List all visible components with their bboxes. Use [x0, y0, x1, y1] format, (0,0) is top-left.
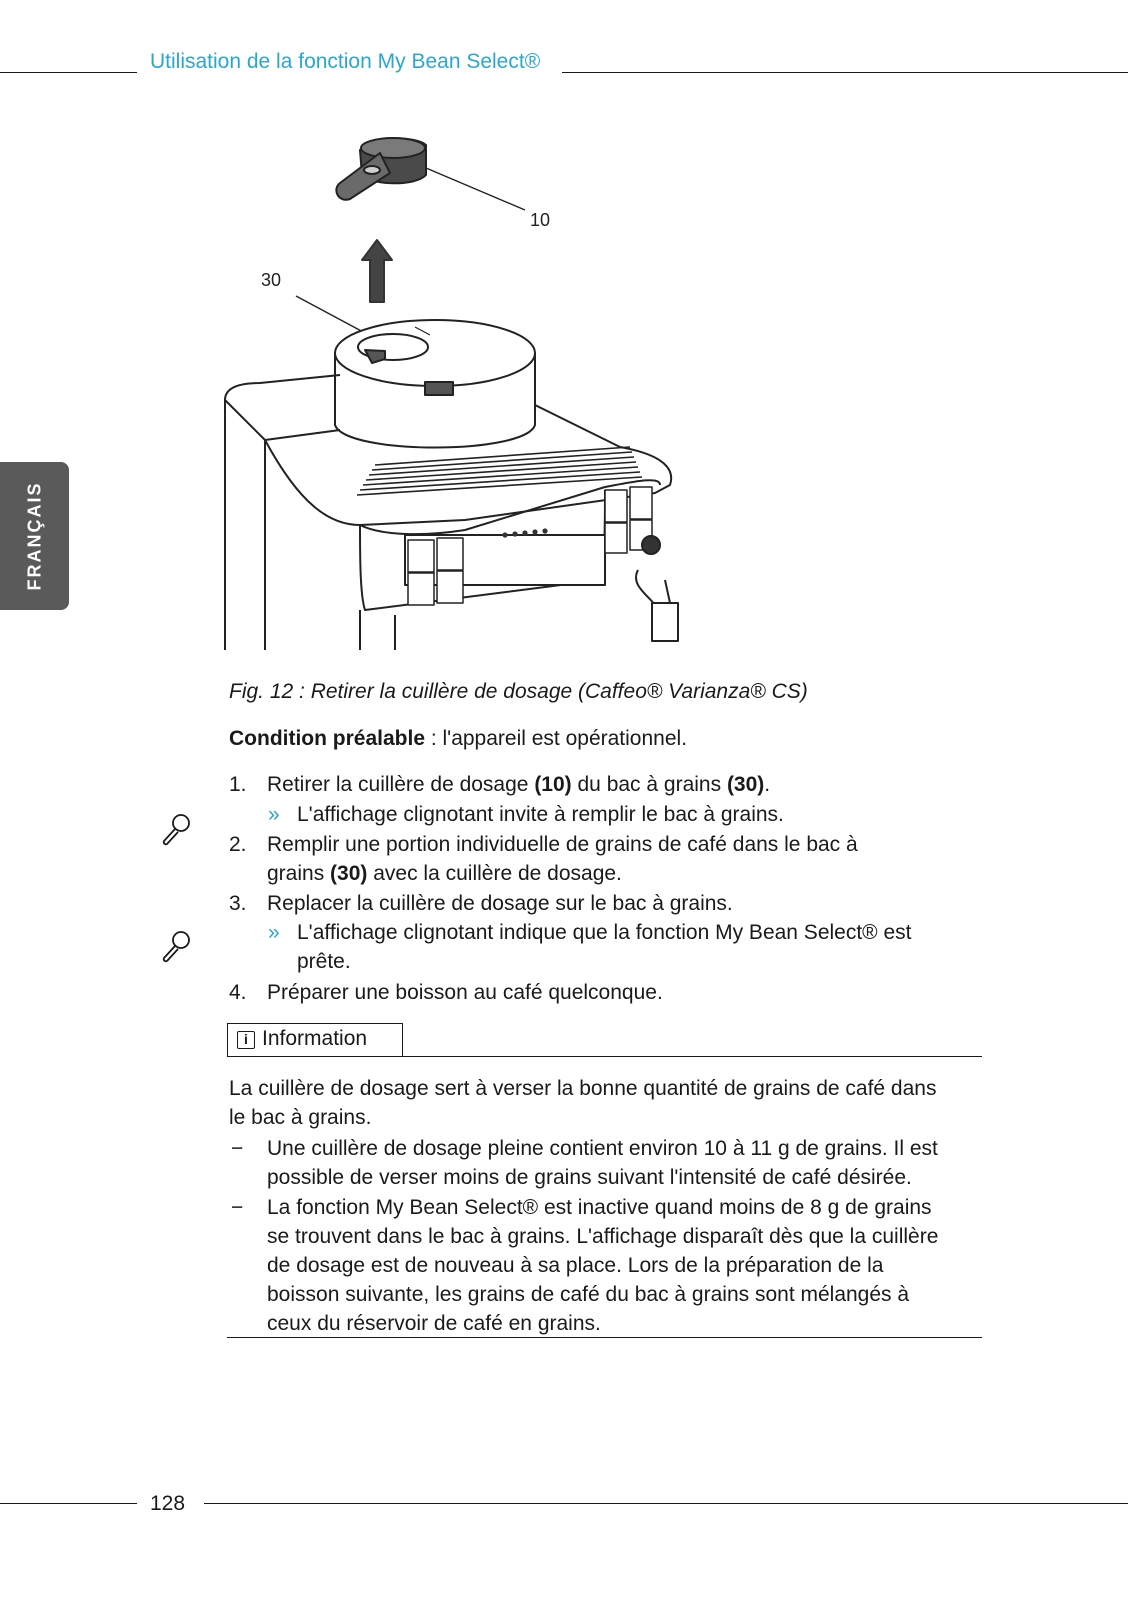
language-tab-label: FRANÇAIS — [24, 481, 44, 591]
info-bullet — [267, 1134, 938, 1192]
result-text — [297, 918, 912, 976]
step-text-part: grains — [267, 862, 331, 885]
info-box-header — [227, 1023, 403, 1057]
info-dash: − — [231, 1196, 244, 1219]
info-bullet-line: ceux du réservoir de café en grains. — [267, 1312, 601, 1335]
wrench-icon — [160, 929, 192, 963]
step-text-part: avec la cuillère de dosage. — [367, 862, 622, 885]
info-icon: i — [237, 1031, 255, 1049]
info-rule-bottom — [227, 1337, 982, 1338]
info-bullet-line: boisson suivante, les grains de café du bac à grains sont mélangés à — [267, 1283, 910, 1306]
result-mark: » — [268, 921, 280, 944]
header-rule-right — [562, 72, 1128, 73]
info-intro-line: La cuillère de dosage sert à verser la bonne quantité de grains de café dans — [229, 1077, 937, 1100]
step-text-line — [267, 859, 858, 888]
coffee-machine-illustration — [200, 125, 720, 665]
precondition-text: : l'appareil est opérationnel. — [425, 727, 688, 750]
info-bullet-line: Une cuillère de dosage pleine contient environ 10 à 11 g de grains. Il est — [267, 1137, 938, 1160]
info-intro — [229, 1074, 936, 1132]
header-rule-left — [0, 72, 137, 73]
page-number: 128 — [150, 1492, 186, 1515]
step-text-part: Retirer la cuillère de dosage — [267, 773, 535, 796]
step-text — [267, 830, 858, 888]
wrench-icon — [160, 812, 192, 846]
footer-rule-left — [0, 1503, 137, 1504]
info-bullet-line: de dosage est de nouveau à sa place. Lors de la préparation de la — [267, 1254, 884, 1277]
footer-rule-right — [204, 1503, 1128, 1504]
step-text — [267, 770, 770, 799]
precondition — [229, 724, 687, 753]
result-text-line: prête. — [297, 950, 351, 973]
language-tab — [0, 462, 69, 610]
step-number: 3. — [229, 892, 247, 915]
step-text-line: Remplir une portion individuelle de grains de café dans le bac à — [267, 833, 858, 856]
step-number: 1. — [229, 773, 247, 796]
step-ref-bold: (30) — [330, 862, 368, 885]
result-text-line: L'affichage clignotant indique que la fonction My Bean Select® est — [297, 921, 912, 944]
step-ref-bold: (10) — [534, 773, 572, 796]
figure-label-container: 30 — [261, 270, 282, 290]
dosing-scoop — [336, 138, 426, 200]
figure-caption: Fig. 12 : Retirer la cuillère de dosage (Caffeo® Varianza® CS) — [229, 680, 808, 703]
step-ref-bold: (30) — [726, 773, 765, 796]
info-bullet-line: possible de verser moins de grains suivant l'intensité de café désirée. — [267, 1166, 912, 1189]
page-header-title: Utilisation de la fonction My Bean Select® — [150, 50, 541, 73]
step-text: Préparer une boisson au café quelconque. — [267, 981, 663, 1004]
step-number: 4. — [229, 981, 247, 1004]
info-intro-line: le bac à grains. — [229, 1106, 372, 1129]
step-text: Replacer la cuillère de dosage sur le bac à grains. — [267, 892, 733, 915]
step-number: 2. — [229, 833, 247, 856]
info-bullet — [267, 1193, 938, 1338]
bean-container — [335, 320, 535, 448]
step-text-part: du bac à grains — [571, 773, 727, 796]
precondition-label: Condition préalable — [229, 727, 426, 750]
info-rule-top — [227, 1056, 982, 1057]
info-dash: − — [231, 1137, 244, 1160]
info-bullet-line: La fonction My Bean Select® est inactive quand moins de 8 g de grains — [267, 1196, 932, 1219]
result-text: L'affichage clignotant invite à remplir le bac à grains. — [297, 803, 784, 826]
result-mark: » — [268, 803, 280, 826]
info-bullet-line: se trouvent dans le bac à grains. L'affichage disparaît dès que la cuillère — [267, 1225, 939, 1248]
step-text-part: . — [764, 773, 771, 796]
info-label: Information — [262, 1027, 368, 1050]
figure-label-scoop: 10 — [530, 210, 551, 230]
